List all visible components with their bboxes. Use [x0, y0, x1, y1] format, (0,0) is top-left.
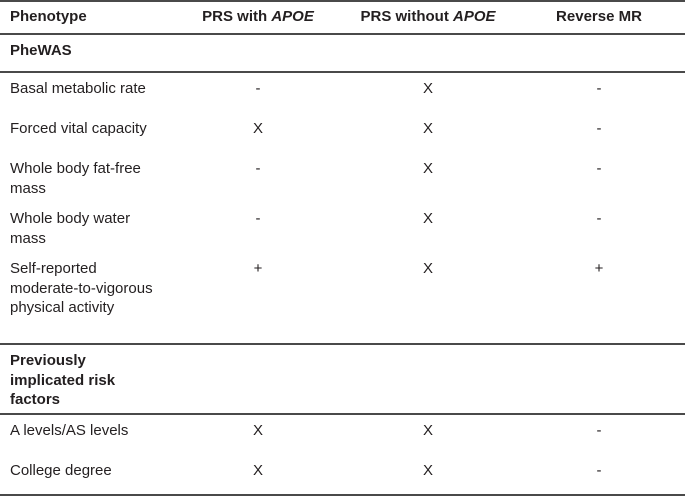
row-reverse-mr: + [594, 260, 604, 277]
header-col1-italic: APOE [271, 8, 314, 25]
row-without-apoe: X [422, 260, 434, 277]
row-without-apoe: X [422, 160, 434, 177]
row-reverse-mr: - [596, 210, 602, 227]
row-reverse-mr: - [596, 422, 602, 439]
row-phenotype: Whole body fat-free mass [10, 160, 141, 197]
row-phenotype: College degree [10, 462, 112, 479]
header-phenotype: Phenotype [10, 8, 87, 25]
row-reverse-mr: - [596, 462, 602, 479]
header-col1-prefix: PRS with [202, 8, 272, 25]
row-without-apoe: X [422, 462, 434, 479]
row-without-apoe: X [422, 210, 434, 227]
row-phenotype: A levels/AS levels [10, 422, 129, 439]
row-with-apoe: - [255, 210, 261, 227]
row-phenotype: Self-reported moderate-to-vigorous physical activity [10, 260, 153, 316]
row-without-apoe: X [422, 422, 434, 439]
row-with-apoe: - [255, 80, 261, 97]
header-col2-prefix: PRS without [360, 8, 453, 25]
row-phenotype: Basal metabolic rate [10, 80, 146, 97]
row-reverse-mr: - [596, 160, 602, 177]
section-divider-rule [0, 343, 685, 345]
row-phenotype: Whole body water mass [10, 210, 131, 247]
row-with-apoe: + [253, 260, 263, 277]
section-title-phewas: PheWAS [10, 42, 72, 59]
header-col2-italic: APOE [452, 8, 496, 25]
row-with-apoe: X [252, 422, 264, 439]
row-reverse-mr: - [596, 120, 602, 137]
section-rule [0, 71, 685, 73]
row-without-apoe: X [422, 80, 434, 97]
row-phenotype: Forced vital capacity [10, 120, 147, 137]
row-with-apoe: X [252, 120, 264, 137]
header-rule [0, 33, 685, 35]
table-top-rule [0, 0, 685, 2]
row-without-apoe: X [422, 120, 434, 137]
section-title-risk-factors: Previously implicated risk factors [10, 352, 116, 408]
header-col3-label: Reverse MR [556, 8, 642, 25]
row-reverse-mr: - [596, 80, 602, 97]
row-with-apoe: - [255, 160, 261, 177]
section-rule [0, 413, 685, 415]
row-with-apoe: X [252, 462, 264, 479]
table-bottom-rule [0, 494, 685, 496]
